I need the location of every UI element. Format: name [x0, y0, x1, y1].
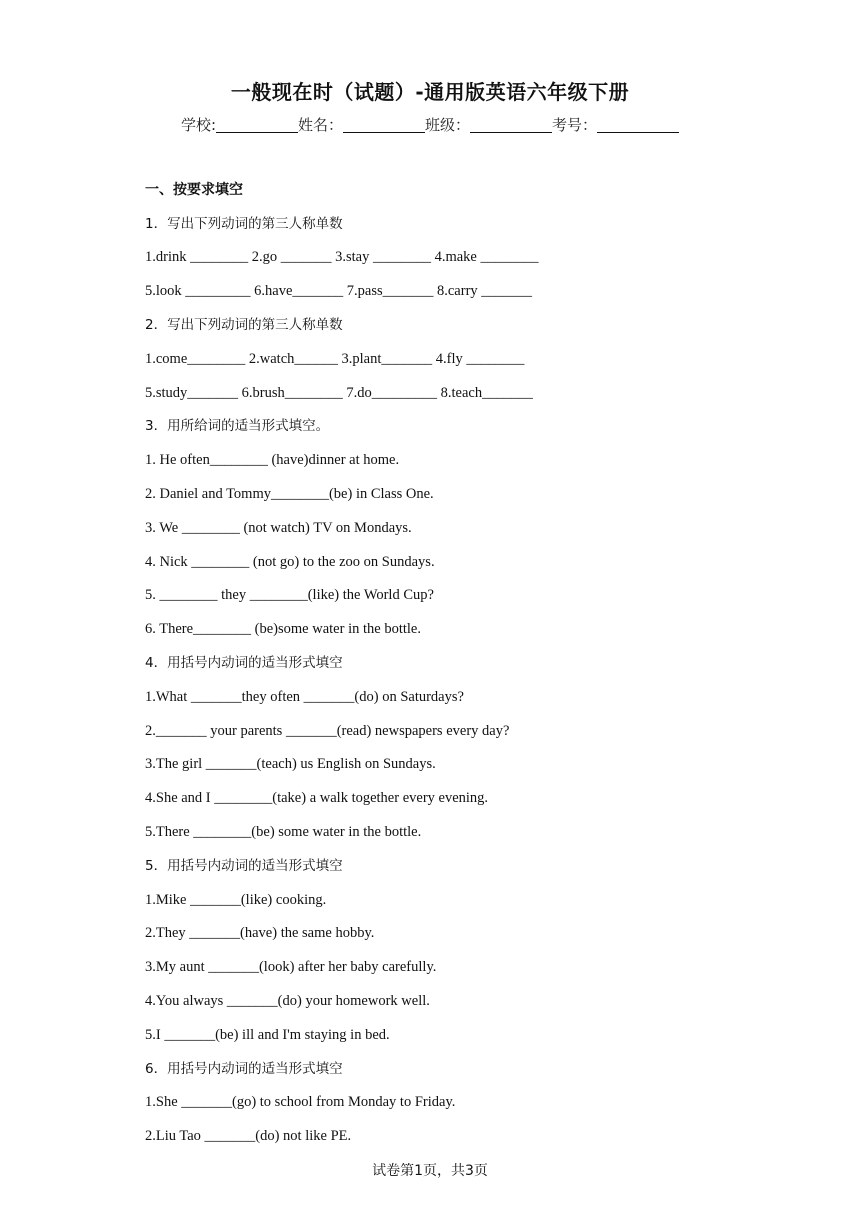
page-footer: 试卷第1页，共3页 — [372, 1163, 488, 1179]
student-info-row — [0, 114, 860, 135]
page-title: 一般现在时（试题）-通用版英语六年级下册 — [230, 80, 630, 104]
exercise-item: 5. ________ they ________(like) the World Cup? — [145, 587, 434, 604]
exercise-item: 2.They _______(have) the same hobby. — [145, 925, 375, 942]
exercise-item: 6. There________ (be)some water in the bottle. — [145, 621, 421, 638]
exercise-item: 1.Mike _______(like) cooking. — [145, 891, 327, 908]
name-blank[interactable] — [343, 116, 425, 133]
number-blank[interactable] — [597, 116, 679, 133]
exercise-item: 3.My aunt _______(look) after her baby carefully. — [145, 959, 437, 976]
exercise-item: 4.She and I ________(take) a walk together every evening. — [145, 790, 489, 807]
exercise-item: 4.You always _______(do) your homework well. — [145, 992, 430, 1009]
exercise-item: 1.drink ________ 2.go _______ 3.stay ________ 4.make ________ — [145, 249, 539, 266]
exercise-content — [145, 180, 785, 1160]
exercise-item: 1. He often________ (have)dinner at home. — [145, 452, 400, 469]
exercise-item: 4. Nick ________ (not go) to the zoo on Sundays. — [145, 553, 435, 570]
exercise-item: 1.She _______(go) to school from Monday to Friday. — [145, 1094, 456, 1111]
section-title: 一、按要求填空 — [145, 182, 243, 198]
question-heading: 6．用括号内动词的适当形式填空 — [145, 1060, 343, 1077]
exercise-item: 5.There ________(be) some water in the bottle. — [145, 823, 422, 840]
school-label: 学校: — [180, 116, 216, 134]
class-blank[interactable] — [470, 116, 552, 133]
exercise-item: 5.I _______(be) ill and I'm staying in bed. — [145, 1026, 390, 1043]
question-heading: 3．用所给词的适当形式填空。 — [145, 418, 330, 435]
exercise-item: 3. We ________ (not watch) TV on Mondays. — [145, 519, 412, 536]
exercise-item: 5.study_______ 6.brush________ 7.do_________ 8.teach_______ — [145, 384, 533, 401]
school-blank[interactable] — [216, 116, 298, 133]
question-heading: 2．写出下列动词的第三人称单数 — [145, 316, 343, 333]
exercise-item: 5.look _________ 6.have_______ 7.pass_______ 8.carry _______ — [145, 283, 533, 300]
number-label: 考号： — [552, 116, 598, 134]
class-label: 班级： — [425, 116, 471, 134]
exercise-item: 1.What _______they often _______(do) on Saturdays? — [145, 688, 464, 705]
question-heading: 1．写出下列动词的第三人称单数 — [145, 215, 343, 232]
exercise-item: 2.Liu Tao _______(do) not like PE. — [145, 1128, 352, 1145]
exercise-lines — [145, 214, 785, 1147]
question-heading: 4．用括号内动词的适当形式填空 — [145, 654, 343, 671]
name-label: 姓名： — [298, 116, 344, 134]
exercise-item: 1.come________ 2.watch______ 3.plant_______ 4.fly ________ — [145, 350, 525, 367]
exercise-item: 3.The girl _______(teach) us English on Sundays. — [145, 756, 436, 773]
exercise-item: 2._______ your parents _______(read) newspapers every day? — [145, 722, 510, 739]
question-heading: 5．用括号内动词的适当形式填空 — [145, 857, 343, 874]
exercise-item: 2. Daniel and Tommy________(be) in Class One. — [145, 485, 434, 502]
